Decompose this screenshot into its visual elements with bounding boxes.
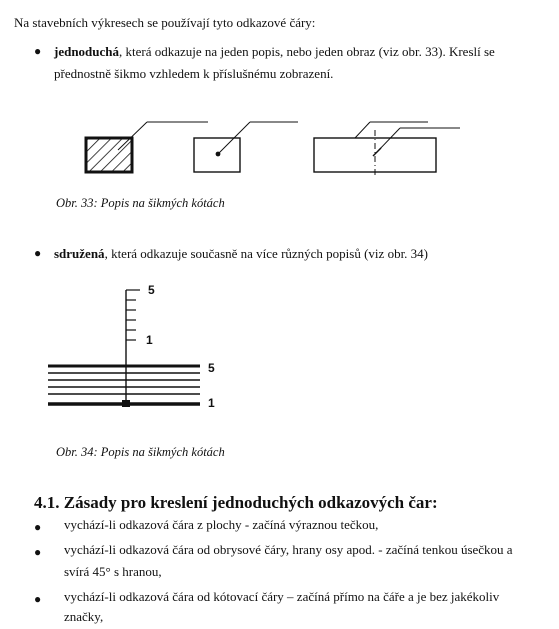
item1-rest: , která odkazuje na jeden popis, nebo jeden obraz (viz obr. 33). Kreslí se bbox=[119, 44, 495, 59]
bullet-icon: ● bbox=[34, 520, 42, 534]
item2-rest: , která odkazuje současně na více různých popisů (viz obr. 34) bbox=[104, 246, 429, 261]
rule-3-line2: značky, bbox=[64, 609, 104, 624]
label-top-5: 5 bbox=[148, 283, 155, 297]
label-top-1: 1 bbox=[146, 333, 153, 347]
caption-33: Obr. 33: Popis na šikmých kótách bbox=[56, 196, 225, 210]
rule-3-line1: vychází-li odkazová čára od kótovací čáry – začíná přímo na čáře a je bez jakékoliv bbox=[64, 589, 500, 604]
bullet-icon: ● bbox=[34, 592, 42, 606]
label-side-5: 5 bbox=[208, 361, 215, 375]
item2-bold: sdružená bbox=[54, 246, 105, 261]
start-dot bbox=[122, 400, 130, 407]
bullet-icon: ● bbox=[34, 246, 42, 260]
vertical-ticks bbox=[126, 290, 140, 340]
intro-text: Na stavebních výkresech se používají tyto odkazové čáry: bbox=[14, 15, 316, 30]
item1-bold: jednoduchá bbox=[54, 44, 120, 59]
rule-1-line1: vychází-li odkazová čára z plochy - začíná výraznou tečkou, bbox=[64, 517, 379, 532]
bullet-icon: ● bbox=[34, 545, 42, 559]
layer-lines bbox=[48, 366, 200, 404]
rule-2-line1: vychází-li odkazová čára od obrysové čáry, hrany osy apod. - začíná tenkou úsečkou a bbox=[64, 542, 513, 557]
bullet-icon: ● bbox=[34, 44, 42, 58]
caption-34: Obr. 34: Popis na šikmých kótách bbox=[56, 445, 225, 459]
item1-line2: přednostně šikmo vzhledem k příslušnému zobrazení. bbox=[54, 66, 334, 81]
label-side-1: 1 bbox=[208, 396, 215, 410]
section-heading: 4.1. Zásady pro kreslení jednoduchých odkazových čar: bbox=[34, 493, 438, 512]
rule-2-line2: svírá 45° s hranou, bbox=[64, 564, 162, 579]
